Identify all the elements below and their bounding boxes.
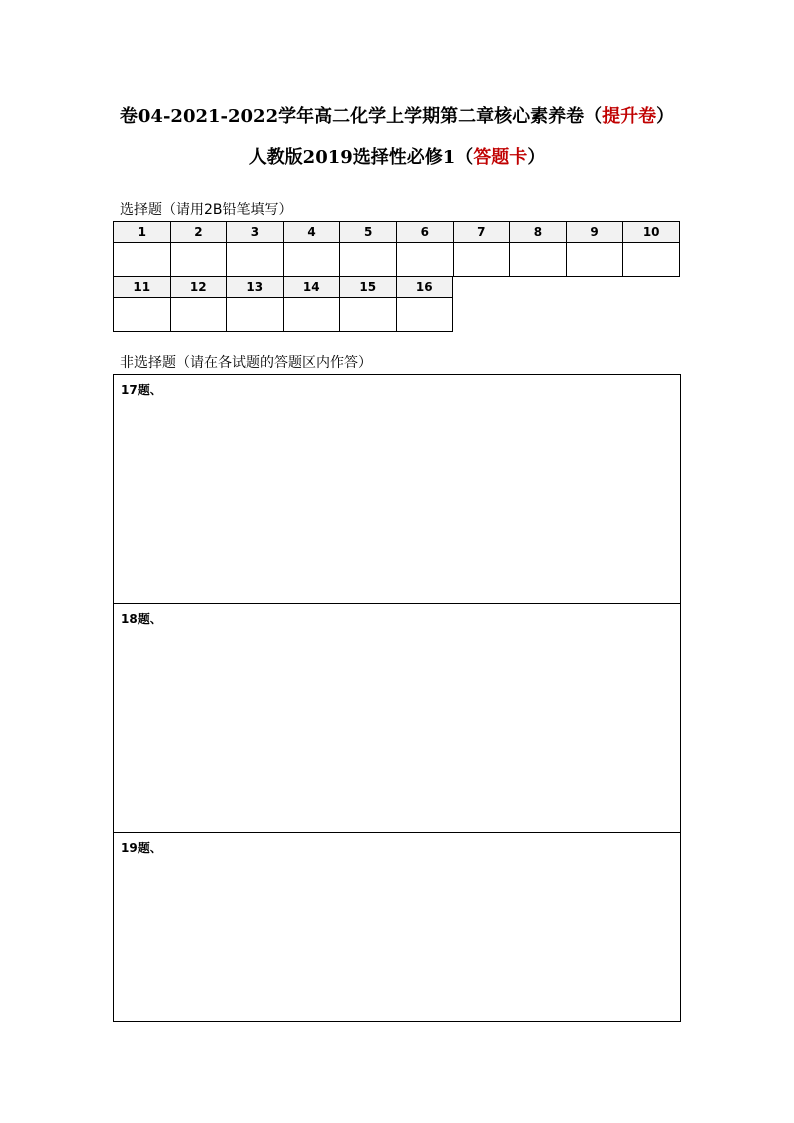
title-line1-end: ） [656, 106, 675, 127]
question-number: 14 [283, 277, 340, 298]
question-number: 9 [566, 222, 623, 243]
question-number: 12 [170, 277, 227, 298]
page-title [0, 105, 794, 129]
answer-row [114, 298, 453, 332]
question-number: 5 [340, 222, 397, 243]
question-number: 3 [227, 222, 284, 243]
question-number-row [114, 222, 680, 243]
answer-area-q19[interactable] [113, 832, 681, 1022]
multiple-choice-label: 选择题（请用2B铅笔填写） [120, 202, 293, 218]
answer-area-q18[interactable] [113, 603, 681, 833]
answer-cell[interactable] [227, 243, 284, 277]
title-line2-main: 人教版2019选择性必修1（ [248, 147, 474, 168]
question-number-row [114, 277, 453, 298]
answer-cell[interactable] [283, 298, 340, 332]
answer-cell[interactable] [566, 243, 623, 277]
answer-cell[interactable] [114, 298, 171, 332]
question-number: 6 [396, 222, 453, 243]
answer-cell[interactable] [340, 298, 397, 332]
answer-cell[interactable] [114, 243, 171, 277]
question-number: 4 [283, 222, 340, 243]
multiple-choice-grid-row1 [113, 221, 680, 277]
title-line2-end: ） [527, 147, 546, 168]
question-number: 10 [623, 222, 680, 243]
question-label-q17: 17题、 [121, 383, 162, 397]
answer-cell[interactable] [396, 243, 453, 277]
question-number: 1 [114, 222, 171, 243]
answer-cell[interactable] [283, 243, 340, 277]
answer-cell[interactable] [623, 243, 680, 277]
free-response-label: 非选择题（请在各试题的答题区内作答） [120, 355, 372, 371]
answer-area-q17[interactable] [113, 374, 681, 604]
answer-cell[interactable] [340, 243, 397, 277]
question-number: 7 [453, 222, 510, 243]
answer-cell[interactable] [453, 243, 510, 277]
title-line1-main: 卷04-2021-2022学年高二化学上学期第二章核心素养卷（ [119, 106, 603, 127]
title-line1-highlight: 提升卷 [602, 106, 657, 127]
multiple-choice-grid-row2 [113, 276, 453, 332]
question-label-q18: 18题、 [121, 612, 162, 626]
question-number: 8 [510, 222, 567, 243]
question-number: 2 [170, 222, 227, 243]
title-line2-highlight: 答题卡 [473, 147, 528, 168]
answer-cell[interactable] [170, 298, 227, 332]
answer-cell[interactable] [170, 243, 227, 277]
question-label-q19: 19题、 [121, 841, 162, 855]
question-number: 15 [340, 277, 397, 298]
question-number: 16 [396, 277, 453, 298]
answer-row [114, 243, 680, 277]
answer-cell[interactable] [510, 243, 567, 277]
page-subtitle [0, 146, 794, 170]
question-number: 11 [114, 277, 171, 298]
question-number: 13 [227, 277, 284, 298]
answer-cell[interactable] [227, 298, 284, 332]
answer-cell[interactable] [396, 298, 453, 332]
